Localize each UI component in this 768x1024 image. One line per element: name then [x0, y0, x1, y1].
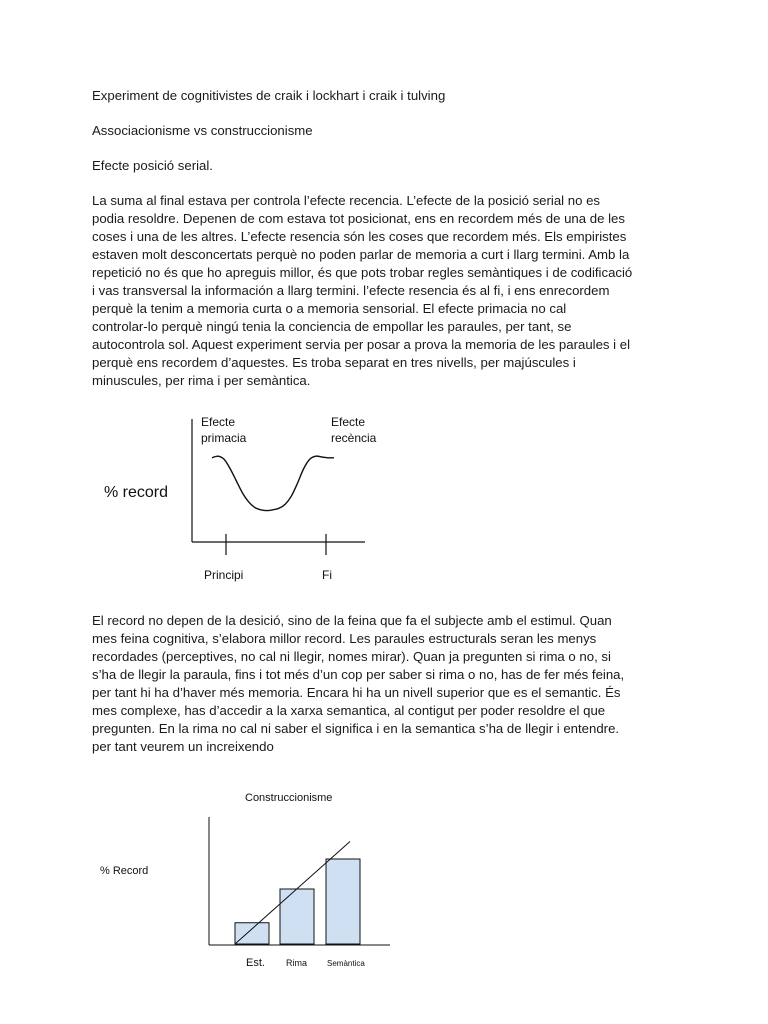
paragraph-line: mes complexe, has d’accedir a la xarxa semantica, al contigut per poder resoldre el que: [92, 703, 606, 718]
serial-position-chart: [80, 405, 400, 590]
paragraph-line: perquè ens recordem d’aquestes. Es troba separat en tres nivells, per majúscules i: [92, 355, 576, 370]
heading-posicio-serial: Efecte posició serial.: [92, 158, 213, 173]
heading-experiment: Experiment de cognitivistes de craik i lockhart i craik i tulving: [92, 88, 446, 103]
y-axis-label: % Record: [100, 865, 149, 877]
paragraph-efecte-posicio: [92, 192, 678, 390]
paragraph-line: minuscules, per rima i per semàntica.: [92, 373, 311, 388]
annotation-primacia-line1: Efecte: [201, 415, 236, 429]
bar-label-rima: Rima: [286, 958, 308, 968]
paragraph-line: i vas transversal la información a llarg termini. l’efecte resencia és al fi, i ens enrecordem: [92, 283, 610, 298]
tick-label-principi: Principi: [204, 568, 244, 582]
paragraph-line: recordades (perceptives, no cal ni llegir, nomes mirar). Quan ja pregunten si rima o no, si: [92, 649, 611, 664]
serial-position-curve: [212, 456, 334, 511]
paragraph-line: mes feina cognitiva, s’elabora millor record. Les paraules estructurals seran les menys: [92, 631, 597, 646]
paragraph-line: La suma al final estava per controla l’efecte recencia. L’efecte de la posició serial no es: [92, 193, 601, 208]
paragraph-line: autocontrola sol. Aquest experiment servia per posar a prova la memoria de les paraules i el: [92, 337, 631, 352]
annotation-recencia-line1: Efecte: [331, 415, 366, 429]
paragraph-line: per tant hi ha d’haver més memoria. Encara hi ha un nivell superior que es el semantic. És: [92, 685, 621, 700]
annotation-recencia-line2: recència: [331, 431, 377, 445]
construccionisme-chart: [90, 785, 410, 975]
paragraph-line: pregunten. En la rima no cal ni saber el significa i en la semantica s’ha de llegir i entendre.: [92, 721, 620, 736]
bar-rima: [280, 889, 314, 944]
paragraph-line: s’ha de llegir la paraula, fins i tot més d’un cop per saber si rima o no, has de fer més feina,: [92, 667, 625, 682]
paragraph-line: podia resoldre. Depenen de com estava tot posicionat, ens en recordem més de una de les: [92, 211, 625, 226]
bar-group: [235, 859, 360, 944]
bar-label-est: Est.: [246, 957, 265, 969]
y-axis-label: % record: [104, 484, 169, 501]
paragraph-line: perquè la tenim a memoria curta o a memoria sensorial. El efecte primacia no cal: [92, 301, 567, 316]
paragraph-line: El record no depen de la desició, sino de la feina que fa el subjecte amb el estimul. Quan: [92, 613, 612, 628]
paragraph-line: per tant veurem un increixendo: [92, 739, 274, 754]
paragraph-line: estaven molt desconcertats perquè no poden parlar de memoria a curt i llarg termini. Amb la: [92, 247, 630, 262]
bar-label-semantica: Semàntica: [327, 959, 365, 968]
bar-semntica: [326, 859, 360, 944]
chart-title: Construccionisme: [245, 792, 333, 804]
annotation-primacia-line2: primacia: [201, 431, 247, 445]
tick-label-fi: Fi: [322, 568, 332, 582]
paragraph-line: coses i una de les altres. L’efecte resencia són les coses que recordem més. Els empiristes: [92, 229, 627, 244]
bar-est: [235, 923, 269, 944]
paragraph-line: controlar-lo perquè ningú tenia la conciencia de empollar les paraules, per tant, se: [92, 319, 572, 334]
paragraph-line: repetició no és que ho apreguis millor, és que pots trobar regles semàntiques i de codificació: [92, 265, 633, 280]
paragraph-record: [92, 612, 678, 756]
heading-associacionisme: Associacionisme vs construccionisme: [92, 123, 313, 138]
